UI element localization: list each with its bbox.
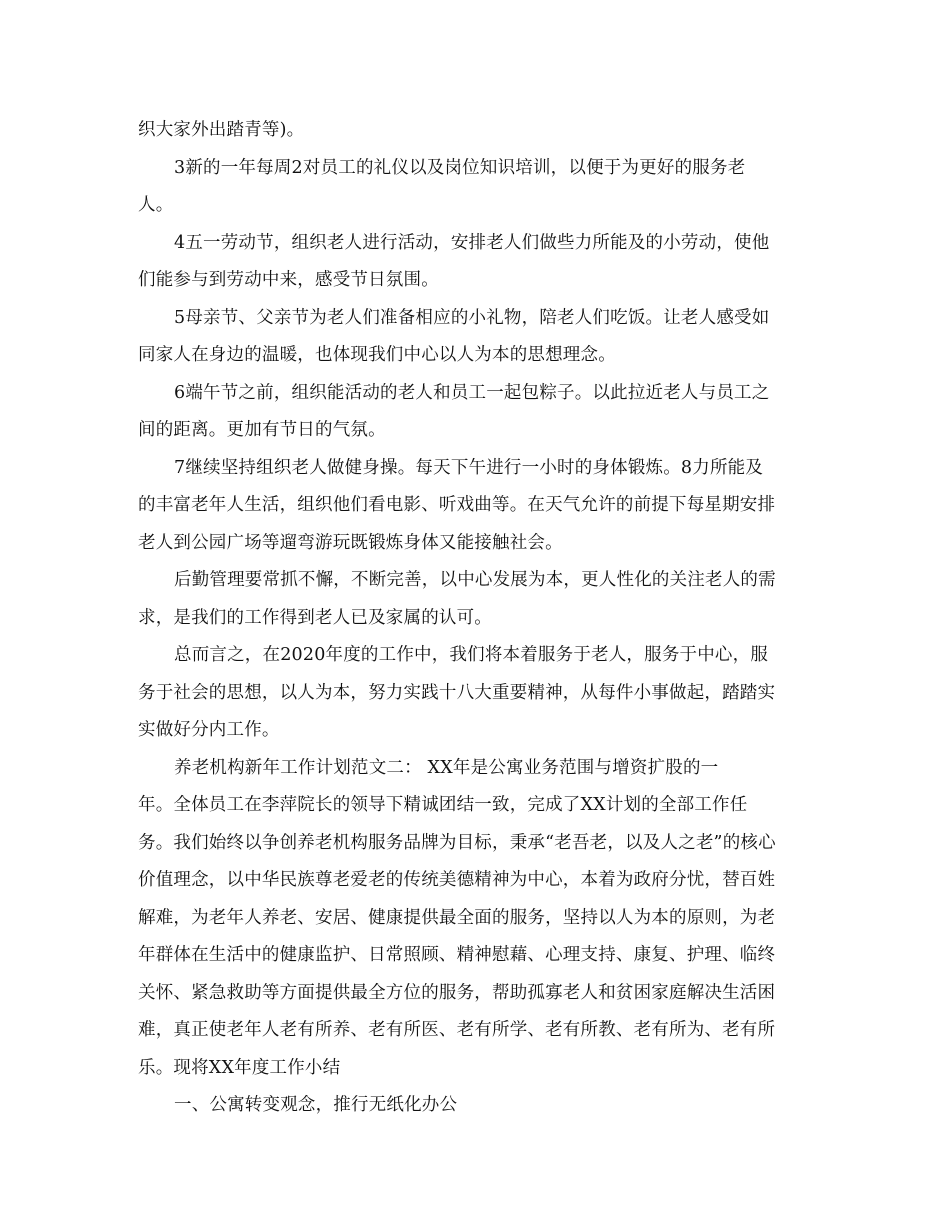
text-line: 们能参与到劳动中来，感受节日氛围。: [138, 270, 439, 290]
text-line: 关怀、紧急救助等方面提供最全方位的服务，帮助孤寡老人和贫困家庭解决生活困: [138, 983, 776, 1003]
text-line: 年。全体员工在李萍院长的领导下精诚团结一致，完成了XX计划的全部工作任: [138, 795, 748, 815]
text-line: 4五一劳动节，组织老人进行活动，安排老人们做些力所能及的小劳动，使他: [174, 233, 770, 253]
text-line: 的丰富老年人生活，组织他们看电影、听戏曲等。在天气允许的前提下每星期安排: [138, 495, 776, 515]
text-line: 5母亲节、父亲节为老人们准备相应的小礼物，陪老人们吃饭。让老人感受如: [174, 308, 770, 328]
text-line: 一、公寓转变观念，推行无纸化办公: [174, 1095, 458, 1115]
text-line: 解难，为老年人养老、安居、健康提供最全面的服务，坚持以人为本的原则，为老: [138, 908, 776, 928]
text-line: 6端午节之前，组织能活动的老人和员工一起包粽子。以此拉近老人与员工之: [174, 383, 770, 403]
text-line: 同家人在身边的温暖，也体现我们中心以人为本的思想理念。: [138, 345, 616, 365]
text-line: 后勤管理要常抓不懈，不断完善，以中心发展为本，更人性化的关注老人的需: [174, 570, 776, 590]
text-line: 间的距离。更加有节日的气氛。: [138, 420, 386, 440]
text-line: 乐。现将XX年度工作小结: [138, 1058, 341, 1078]
text-line: 务。我们始终以争创养老机构服务品牌为目标，秉承“老吾老，以及人之老”的核心: [138, 833, 776, 853]
text-line: 务于社会的思想，以人为本，努力实践十八大重要精神，从每件小事做起，踏踏实: [138, 683, 776, 703]
text-line: 3新的一年每周2对员工的礼仪以及岗位知识培训，以便于为更好的服务老: [174, 158, 746, 178]
text-line: 养老机构新年工作计划范文二： XX年是公寓业务范围与增资扩股的一: [174, 758, 719, 778]
text-line: 老人到公园广场等遛弯游玩既锻炼身体又能接触社会。: [138, 533, 563, 553]
text-line: 人。: [138, 195, 174, 215]
text-line: 总而言之，在2020年度的工作中，我们将本着服务于老人，服务于中心，服: [174, 645, 769, 665]
text-line: 7继续坚持组织老人做健身操。每天下午进行一小时的身体锻炼。8力所能及: [174, 458, 764, 478]
text-line: 织大家外出踏青等)。: [138, 120, 305, 140]
text-line: 求，是我们的工作得到老人已及家属的认可。: [138, 608, 492, 628]
text-line: 难，真正使老年人老有所养、老有所医、老有所学、老有所教、老有所为、老有所: [138, 1020, 776, 1040]
text-line: 年群体在生活中的健康监护、日常照顾、精神慰藉、心理支持、康复、护理、临终: [138, 945, 776, 965]
text-line: 实做好分内工作。: [138, 720, 280, 740]
text-line: 价值理念，以中华民族尊老爱老的传统美德精神为中心，本着为政府分忧，替百姓: [138, 870, 776, 890]
